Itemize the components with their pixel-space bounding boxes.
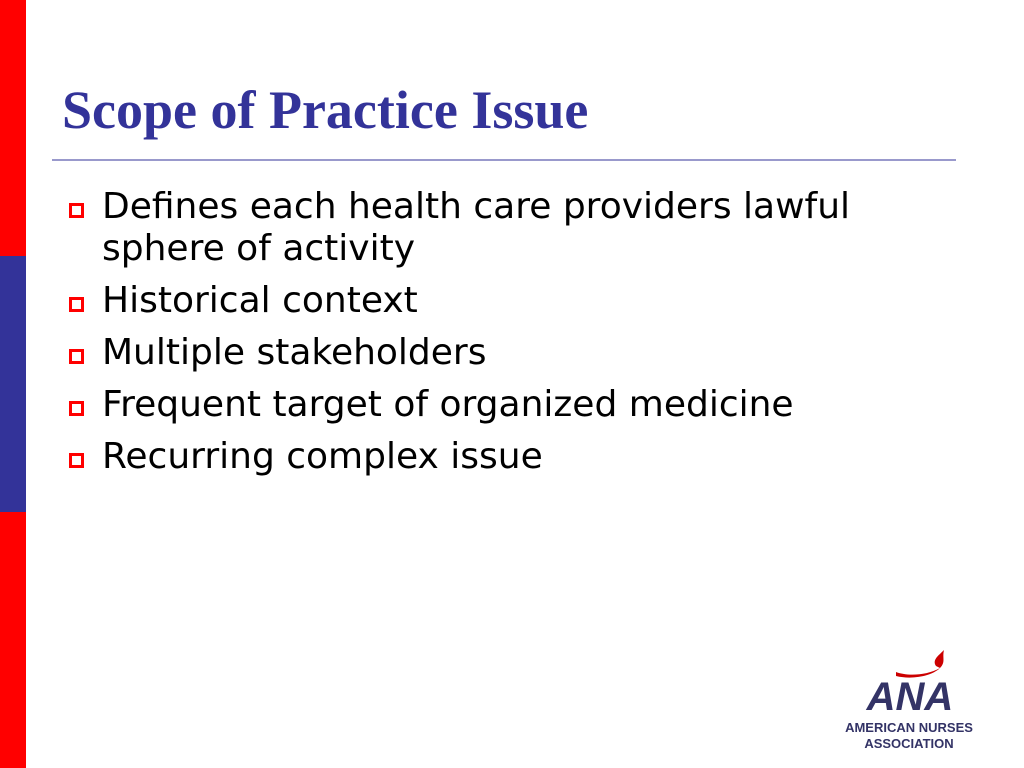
bullet-text: Defines each health care providers lawful sphere of activity <box>102 186 851 269</box>
ana-logo <box>816 648 1002 752</box>
bullet-text: Multiple stakeholders <box>102 332 487 373</box>
bullet-square-icon <box>69 349 84 364</box>
logo-text-line-2: ASSOCIATION <box>864 736 954 751</box>
side-bar-red-top <box>0 0 26 256</box>
bullet-item <box>64 280 964 322</box>
logo-flame-tip <box>935 650 944 668</box>
title-divider <box>52 159 956 161</box>
bullet-list <box>64 186 964 488</box>
slide-title: Scope of Practice Issue <box>62 80 589 140</box>
side-bar-blue-middle <box>0 256 26 512</box>
logo-mark-text: ANA <box>866 675 954 714</box>
bullet-item <box>64 332 964 374</box>
side-bar-red-bottom <box>0 512 26 768</box>
bullet-square-icon <box>69 297 84 312</box>
bullet-item <box>64 436 964 478</box>
bullet-square-icon <box>69 401 84 416</box>
side-accent-bar <box>0 0 26 768</box>
logo-text-line-1: AMERICAN NURSES <box>845 720 973 735</box>
ana-logo-icon <box>840 648 980 714</box>
bullet-text: Recurring complex issue <box>102 436 543 477</box>
bullet-item <box>64 186 964 270</box>
bullet-text: Historical context <box>102 280 418 321</box>
bullet-square-icon <box>69 203 84 218</box>
bullet-item <box>64 384 964 426</box>
bullet-square-icon <box>69 453 84 468</box>
bullet-text: Frequent target of organized medicine <box>102 384 794 425</box>
